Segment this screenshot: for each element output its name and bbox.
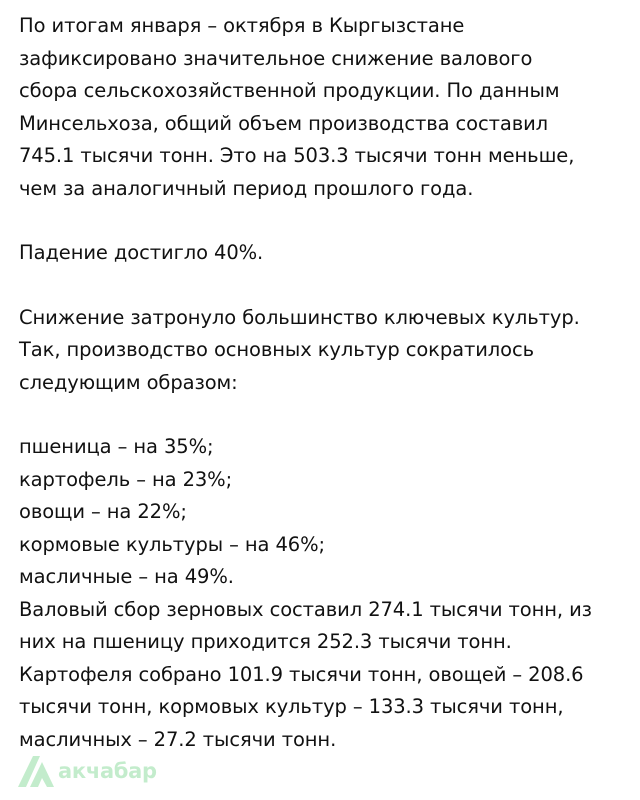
crop-item: овощи – на 22%; [19, 500, 187, 523]
intro-line: зафиксировано значительное снижение валового [19, 46, 533, 70]
intro-line: чем за аналогичный период прошлого года. [19, 176, 474, 200]
decline-paragraph [19, 237, 629, 270]
harvest-line: тысячи тонн, кормовых культур – 133.3 тысячи тонн, [19, 695, 564, 718]
crops-list [19, 431, 629, 594]
intro-line: 745.1 тысячи тонн. Это на 503.3 тысячи тонн меньше, [19, 144, 575, 167]
harvest-line: масличных – 27.2 тысячи тонн. [19, 727, 337, 751]
crops-intro-line: Снижение затронуло большинство ключевых культур. [19, 305, 580, 329]
harvest-line: них на пшеницу приходится 252.3 тысячи тонн. [19, 630, 512, 653]
akchabar-watermark [16, 754, 157, 788]
crop-item: масличные – на 49%. [19, 565, 234, 588]
article-body [19, 10, 629, 756]
watermark-text: акчабар [58, 759, 157, 783]
crop-item: картофель – на 23%; [19, 467, 233, 491]
crops-intro-line: следующим образом: [19, 370, 238, 394]
crops-intro-line: Так, производство основных культур сократилось [19, 338, 534, 361]
intro-line: По итогам января – октября в Кыргызстане [19, 14, 465, 37]
crop-item: кормовые культуры – на 46%; [19, 532, 326, 556]
harvest-paragraph [19, 594, 629, 757]
harvest-line: Валовый сбор зерновых составил 274.1 тысячи тонн, из [19, 597, 592, 621]
intro-line: Минсельхоза, общий объем производства составил [19, 111, 549, 135]
decline-line: Падение достигло 40%. [19, 241, 264, 264]
akchabar-logo-icon [16, 754, 56, 788]
intro-line: сбора сельскохозяйственной продукции. По данным [19, 79, 560, 102]
harvest-line: Картофеля собрано 101.9 тысячи тонн, овощей – 208.6 [19, 662, 584, 686]
crop-item: пшеница – на 35%; [19, 435, 214, 458]
intro-paragraph [19, 10, 629, 205]
crops-intro-paragraph [19, 302, 629, 400]
